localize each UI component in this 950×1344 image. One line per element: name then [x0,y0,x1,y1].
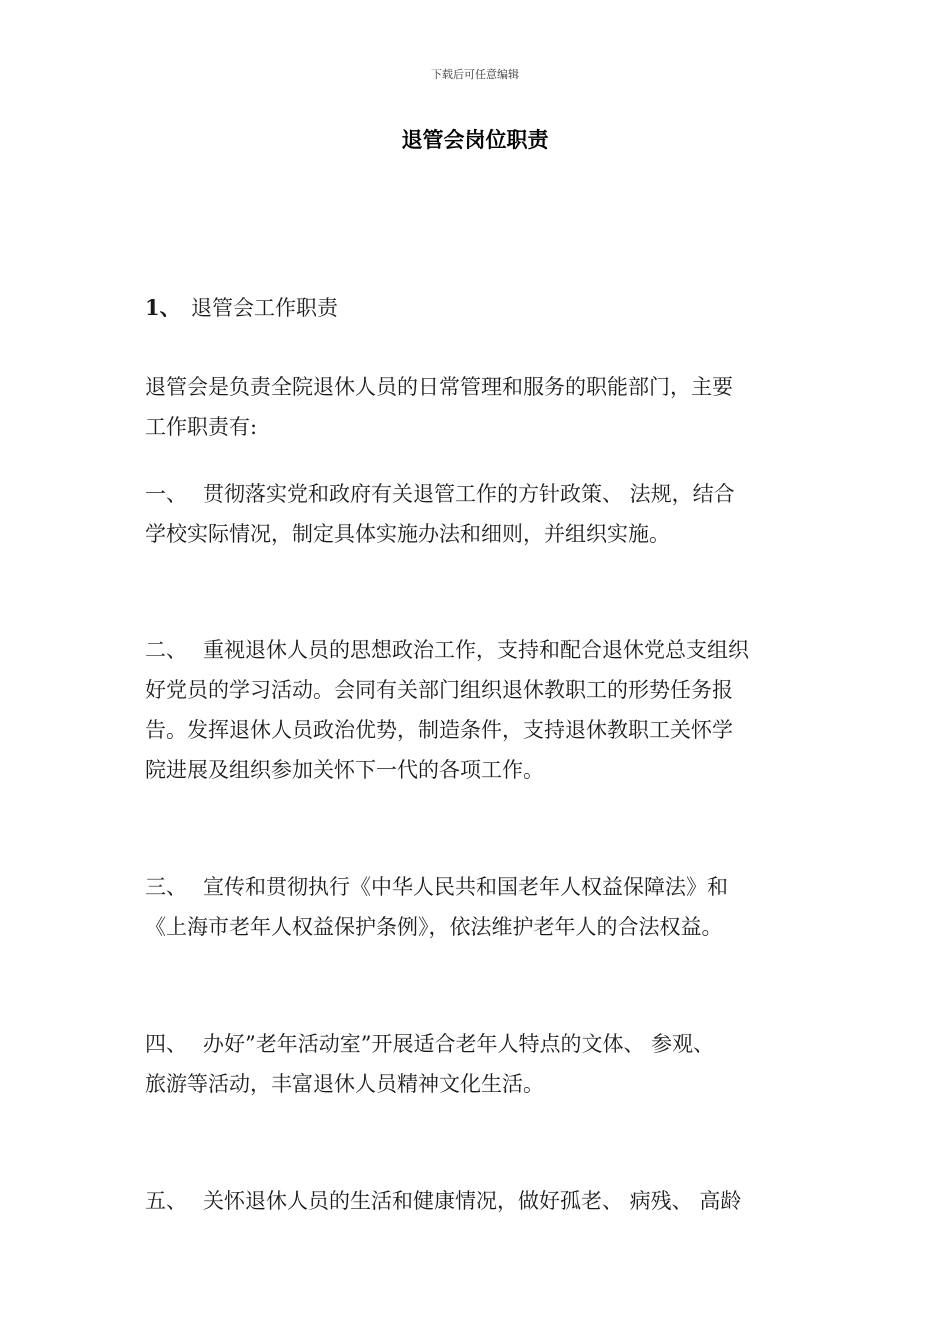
intro-line: 退管会是负责全院退休人员的日常管理和服务的职能部门，主要 [145,375,733,399]
duty-item-2 [145,630,810,790]
duty-item-4 [145,1024,810,1104]
item-line: 好党员的学习活动。会同有关部门组织退休教职工的形势任务报 [145,678,733,702]
item-line: 办好”老年活动室”开展适合老年人特点的文体、 参观、 [203,1032,715,1056]
section-number: 1、 [145,295,181,320]
item-line: 贯彻落实党和政府有关退管工作的方针政策、 法规，结合 [203,482,735,506]
item-line: 《上海市老年人权益保护条例》，依法维护老年人的合法权益。 [145,915,723,939]
item-marker: 四、 [145,1032,187,1056]
header-note: 下载后可任意编辑 [431,68,519,81]
item-line: 旅游等活动，丰富退休人员精神文化生活。 [145,1072,544,1096]
intro-paragraph [145,367,810,447]
section-heading-text: 退管会工作职责 [191,296,338,320]
item-marker: 二、 [145,638,187,662]
item-line: 关怀退休人员的生活和健康情况，做好孤老、 病残、 高龄 [203,1189,742,1213]
document-title: 退管会岗位职责 [401,128,549,152]
item-marker: 三、 [145,875,187,899]
item-line: 宣传和贯彻执行《中华人民共和国老年人权益保障法》和 [203,875,728,899]
duty-item-1 [145,474,810,554]
item-marker: 一、 [145,482,187,506]
item-line: 告。发挥退休人员政治优势，制造条件，支持退休教职工关怀学 [145,718,733,742]
item-marker: 五、 [145,1189,187,1213]
section-heading [145,288,810,328]
item-line: 学校实际情况，制定具体实施办法和细则，并组织实施。 [145,522,670,546]
item-line: 院进展及组织参加关怀下一代的各项工作。 [145,758,544,782]
duty-item-3 [145,867,810,947]
item-line: 重视退休人员的思想政治工作，支持和配合退休党总支组织 [203,638,749,662]
intro-line: 工作职责有: [145,415,258,439]
duty-item-5 [145,1181,810,1221]
